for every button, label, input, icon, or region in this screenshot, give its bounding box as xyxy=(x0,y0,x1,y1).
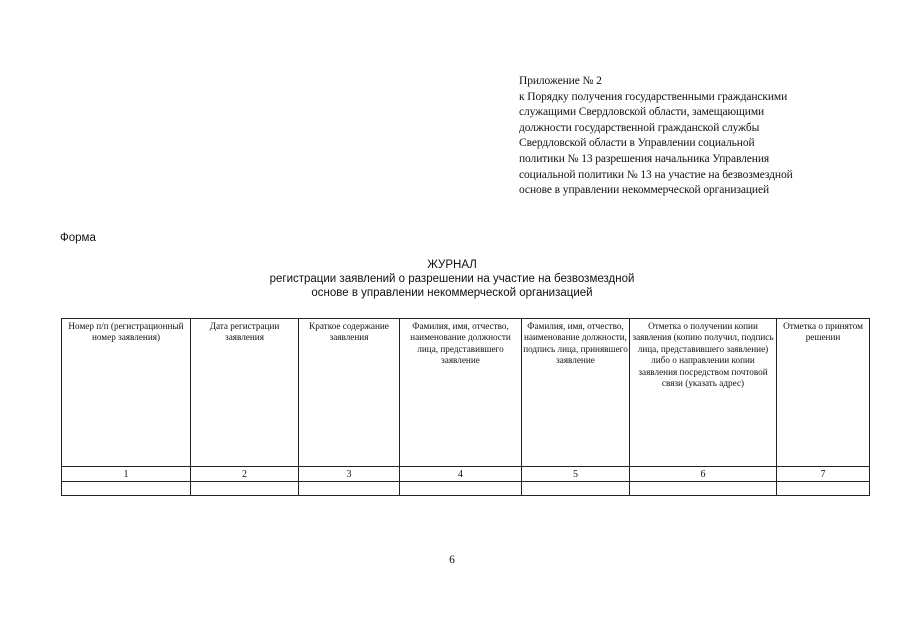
header-cell-copy-mark: Отметка о получении копии заявления (копию получил, подпись лица, представившего заявление) либо о направлении копии заявления посредством почтовой связи (указать адрес) xyxy=(630,319,777,467)
header-cell-date: Дата регистрации заявления xyxy=(191,319,299,467)
header-cell-number: Номер п/п (регистрационный номер заявления) xyxy=(62,319,191,467)
journal-subtitle-line: регистрации заявлений о разрешении на участие на безвозмездной xyxy=(269,273,635,285)
table-number-row xyxy=(62,467,870,482)
appendix-line: служащими Свердловской области, замещающими xyxy=(519,106,765,119)
page-number: 6 xyxy=(449,554,455,566)
column-number: 5 xyxy=(522,467,630,482)
empty-cell xyxy=(777,482,870,496)
appendix-line: политики № 13 разрешения начальника Управления xyxy=(519,152,770,165)
appendix-block xyxy=(519,74,859,199)
empty-cell xyxy=(299,482,400,496)
appendix-line: к Порядку получения государственными гражданскими xyxy=(519,90,788,103)
column-number: 7 xyxy=(777,467,870,482)
column-number: 6 xyxy=(630,467,777,482)
empty-cell xyxy=(522,482,630,496)
header-cell-summary: Краткое содержание заявления xyxy=(299,319,400,467)
journal-heading xyxy=(180,258,724,300)
registration-table xyxy=(61,318,870,496)
form-label: Форма xyxy=(60,232,96,244)
journal-title: ЖУРНАЛ xyxy=(427,259,477,271)
journal-subtitle-line: основе в управлении некоммерческой организацией xyxy=(311,287,593,299)
empty-cell xyxy=(62,482,191,496)
column-number: 3 xyxy=(299,467,400,482)
column-number: 2 xyxy=(191,467,299,482)
appendix-line: основе в управлении некоммерческой организацией xyxy=(519,184,770,197)
header-cell-receiver: Фамилия, имя, отчество, наименование должности, подпись лица, принявшего заявление xyxy=(522,319,630,467)
column-number: 1 xyxy=(62,467,191,482)
appendix-line: социальной политики № 13 на участие на безвозмездной xyxy=(519,168,793,181)
header-cell-applicant: Фамилия, имя, отчество, наименование должности лица, представившего заявление xyxy=(400,319,522,467)
empty-cell xyxy=(191,482,299,496)
table-header-row xyxy=(62,319,870,467)
appendix-line: Приложение № 2 xyxy=(519,75,602,87)
column-number: 4 xyxy=(400,467,522,482)
header-cell-decision: Отметка о принятом решении xyxy=(777,319,870,467)
table-empty-row xyxy=(62,482,870,496)
empty-cell xyxy=(400,482,522,496)
empty-cell xyxy=(630,482,777,496)
appendix-line: должности государственной гражданской службы xyxy=(519,121,760,134)
appendix-line: Свердловской области в Управлении социальной xyxy=(519,137,755,150)
